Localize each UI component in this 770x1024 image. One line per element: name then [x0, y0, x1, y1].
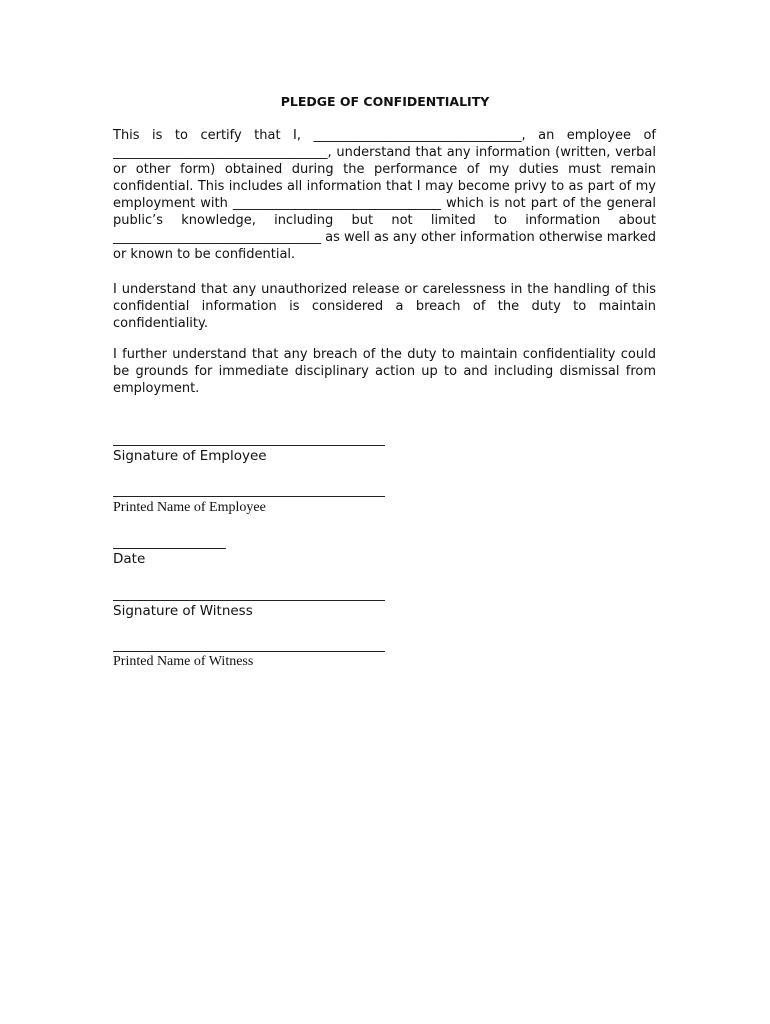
- date-line[interactable]: [113, 548, 226, 549]
- witness-signature-label: Signature of Witness: [113, 603, 253, 619]
- witness-signature-line[interactable]: [113, 600, 385, 601]
- employee-printed-name-line[interactable]: [113, 496, 385, 497]
- date-label: Date: [113, 551, 146, 567]
- employee-signature-label: Signature of Employee: [113, 448, 267, 464]
- witness-printed-name-line[interactable]: [113, 651, 385, 652]
- disciplinary-paragraph: I further understand that any breach of the duty to maintain confidentiality could be grounds for immediate disciplinary action up to and including dismissal from employment.: [113, 347, 656, 396]
- employee-printed-name-label: Printed Name of Employee: [113, 500, 266, 515]
- witness-printed-name-label: Printed Name of Witness: [113, 654, 254, 669]
- employee-signature-line[interactable]: [113, 445, 385, 446]
- certification-paragraph: This is to certify that I, ________________________________, an employee of _________________________________, understand that any information (written, verbal or other form) obtained during the performance of my duties must remain confidential. This includes all information that I may become privy to as part of my employment with ________________________________ which is not part of the general public’s knowledge, including but not limited to information about ________________________________ as well as any other information otherwise marked or known to be confidential.: [113, 128, 656, 262]
- document-title: PLEDGE OF CONFIDENTIALITY: [280, 94, 490, 109]
- breach-paragraph: I understand that any unauthorized release or carelessness in the handling of this confidential information is considered a breach of the duty to maintain confidentiality.: [113, 282, 656, 331]
